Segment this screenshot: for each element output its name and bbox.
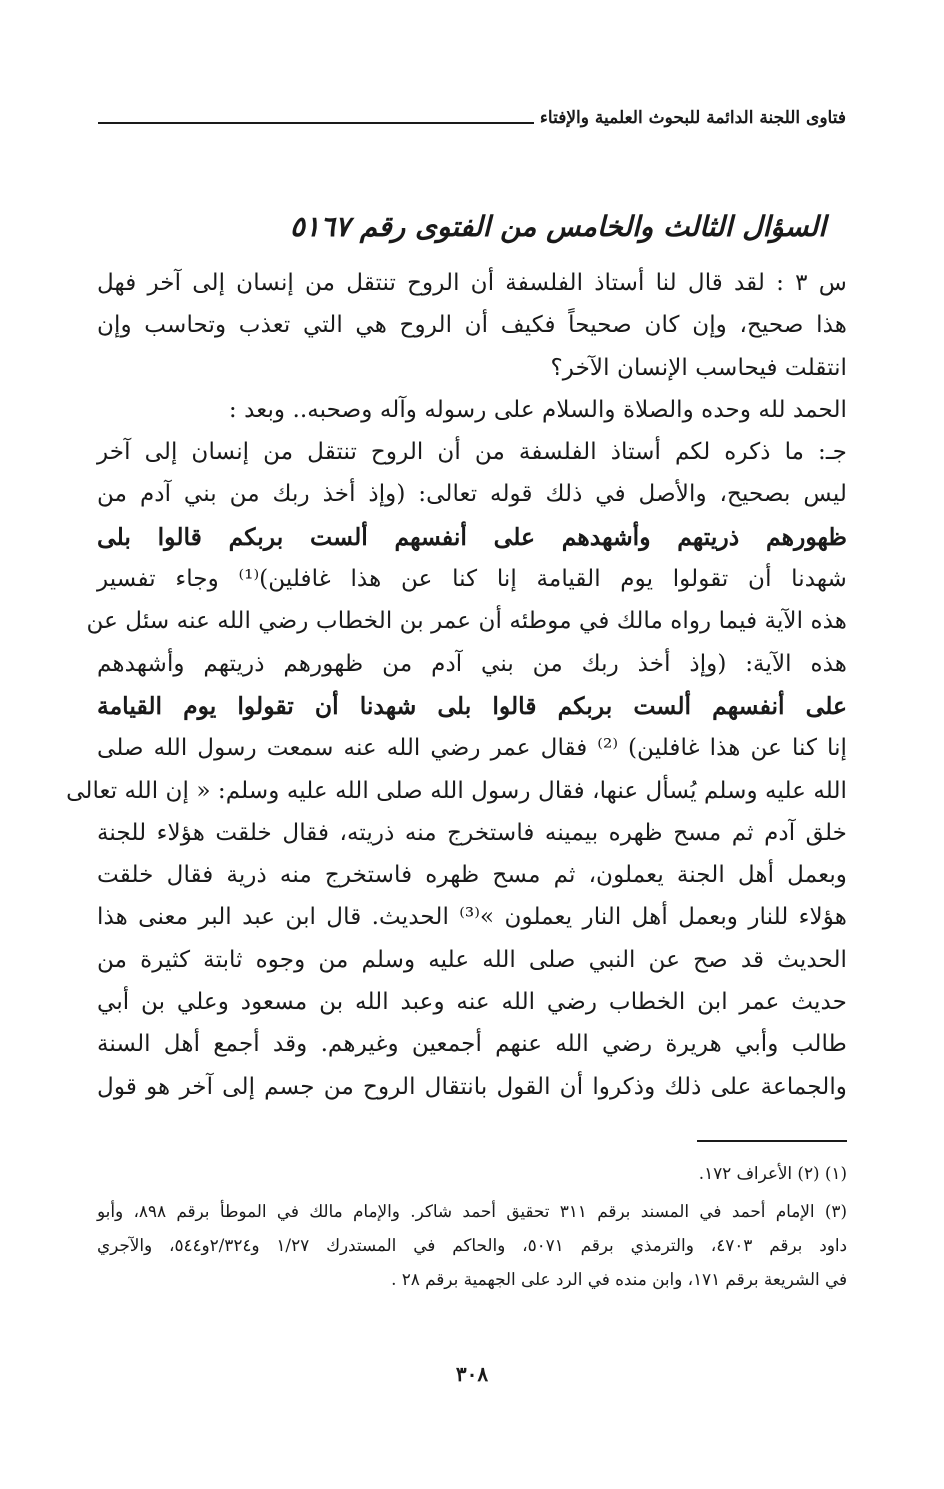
body-line: والجماعة على ذلك وذكروا أن القول بانتقال الروح من جسم إلى آخر هو قول <box>97 1072 847 1100</box>
body-line: طالب وأبي هريرة رضي الله عنهم أجمعين وغيرهم. وقد أجمع أهل السنة <box>97 1030 847 1058</box>
body-line: الحمد لله وحده والصلاة والسلام على رسوله وآله وصحبه.. وبعد : <box>228 395 847 423</box>
body-text <box>66 262 847 1108</box>
footnotes <box>97 1156 847 1296</box>
body-line: الله عليه وسلم يُسأل عنها، فقال رسول الله صلى الله عليه وسلم: « إن الله تعالى <box>66 776 847 804</box>
body-line: ظهورهم ذريتهم وأشهدهم على أنفسهم ألست بربكم قالوا بلى <box>97 522 847 551</box>
body-line: إنا كنا عن هذا غافلين) ⁽²⁾ فقال عمر رضي الله عنه سمعت رسول الله صلى <box>97 734 847 762</box>
body-line: شهدنا أن تقولوا يوم القيامة إنا كنا عن هذا غافلين)⁽¹⁾ وجاء تفسير <box>97 565 847 593</box>
question-heading: السؤال الثالث والخامس من الفتوى رقم ٥١٦٧ <box>289 210 826 243</box>
body-line: هذه الآية فيما رواه مالك في موطئه أن عمر بن الخطاب رضي الله عنه سئل عن <box>86 607 847 635</box>
footnote-1-2: (١) (٢) الأعراف ١٧٢. <box>698 1163 847 1183</box>
running-header <box>98 104 846 128</box>
body-line: ليس بصحيح، والأصل في ذلك قوله تعالى: (وإذ أخذ ربك من بني آدم من <box>97 480 847 508</box>
body-line: هؤلاء للنار وبعمل أهل النار يعملون »⁽³⁾ الحديث. قال ابن عبد البر معنى هذا <box>97 903 847 931</box>
footnote-3: (٣) الإمام أحمد في المسند برقم ٣١١ تحقيق أحمد شاكر. والإمام مالك في الموطأ برقم ٨٩٨، وأبو <box>97 1201 847 1221</box>
running-header-title: فتاوى اللجنة الدائمة للبحوث العلمية والإفتاء <box>539 108 846 128</box>
body-line: انتقلت فيحاسب الإنسان الآخر؟ <box>550 353 847 381</box>
page-number: ٣٠٨ <box>455 1362 489 1386</box>
body-line: خلق آدم ثم مسح ظهره بيمينه فاستخرج منه ذريته، فقال خلقت هؤلاء للجنة <box>97 818 847 846</box>
body-line: جـ: ما ذكره لكم أستاذ الفلسفة من أن الروح تنتقل من إنسان إلى آخر <box>97 438 847 466</box>
body-line: وبعمل أهل الجنة يعملون، ثم مسح ظهره فاستخرج منه ذرية فقال خلقت <box>97 861 847 889</box>
body-line: حديث عمر ابن الخطاب رضي الله عنه وعبد الله بن مسعود وعلي بن أبي <box>97 988 847 1016</box>
body-line: الحديث قد صح عن النبي صلى الله عليه وسلم من وجوه ثابتة كثيرة من <box>97 945 847 973</box>
body-line: هذه الآية: (وإذ أخذ ربك من بني آدم من ظهورهم ذريتهم وأشهدهم <box>97 649 847 677</box>
footnote-3-cont: في الشريعة برقم ١٧١، وابن منده في الرد على الجهمية برقم ٢٨ . <box>391 1269 847 1289</box>
header-rule <box>98 122 534 124</box>
body-line: هذا صحيح، وإن كان صحيحاً فكيف أن الروح هي التي تعذب وتحاسب وإن <box>97 311 847 339</box>
footnote-separator <box>697 1140 847 1142</box>
body-line: على أنفسهم ألست بربكم قالوا بلى شهدنا أن تقولوا يوم القيامة <box>97 691 847 720</box>
body-line: س ٣ : لقد قال لنا أستاذ الفلسفة أن الروح تنتقل من إنسان إلى آخر فهل <box>97 269 847 296</box>
footnote-3-cont: داود برقم ٤٧٠٣، والترمذي برقم ٥٠٧١، والحاكم في المستدرك ١/٢٧ و٢/٣٢٤و٥٤٤، والآجري <box>97 1235 847 1255</box>
